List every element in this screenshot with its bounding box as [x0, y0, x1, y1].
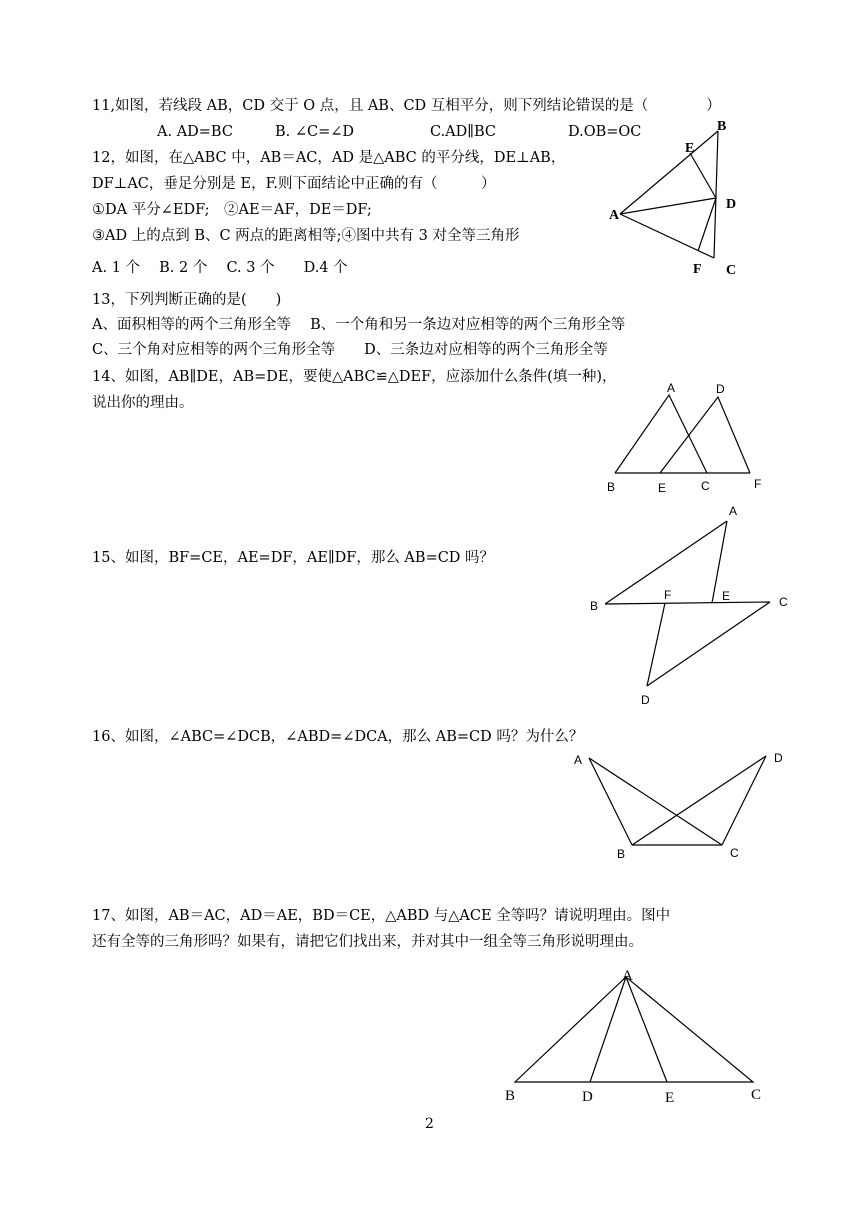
q14-line1: 14、如图，AB∥DE，AB=DE，要使△ABC≌△DEF，应添加什么条件(填一种)， — [92, 369, 617, 385]
q15-label-F: F — [664, 588, 672, 602]
q15-label-A: A — [729, 504, 738, 518]
q14-label-B: B — [607, 480, 616, 494]
q17-label-B: B — [505, 1088, 516, 1104]
q16-label-C: C — [730, 846, 739, 860]
q15-label-C: C — [779, 595, 788, 609]
q14-label-D: D — [716, 382, 725, 396]
q17-label-D: D — [582, 1089, 593, 1105]
q13-line1: A、面积相等的两个三角形全等 B、一个角和另一条边对应相等的两个三角形全等 — [92, 317, 626, 333]
q17-label-C: C — [751, 1087, 762, 1103]
q17-line2: 还有全等的三角形吗？如果有，请把它们找出来，并对其中一组全等三角形说明理由。 — [92, 934, 643, 950]
q15-label-B: B — [590, 599, 599, 613]
q11-option-c: C.AD∥BC — [430, 124, 497, 140]
q12-label-B: B — [717, 119, 727, 134]
q17-label-A: A — [622, 968, 633, 984]
q12-options: A. 1 个 B. 2 个 C. 3 个 D.4 个 — [92, 260, 348, 276]
q12-label-E: E — [685, 141, 695, 156]
q14-label-A: A — [667, 381, 676, 395]
q17-line1: 17、如图，AB＝AC，AD＝AE，BD＝CE，△ABD 与△ACE 全等吗？请说明理由。图中 — [92, 908, 671, 924]
q11-option-d: D.OB=OC — [568, 124, 642, 140]
q12-label-A: A — [609, 208, 620, 223]
q13-line2: C、三个角对应相等的两个三角形全等 D、三条边对应相等的两个三角形全等 — [92, 342, 608, 358]
q16-label-B: B — [617, 847, 626, 861]
q12-label-D: D — [726, 197, 737, 212]
q11-option-b: B. ∠C=∠D — [275, 124, 355, 140]
q12-label-C: C — [726, 263, 737, 278]
q12-line3: ①DA 平分∠EDF; ②AE＝AF，DE＝DF; — [92, 202, 372, 218]
q12-line4: ③AD 上的点到 B、C 两点的距离相等;④图中共有 3 对全等三角形 — [92, 228, 520, 244]
q12-line1: 12，如图，在△ABC 中，AB＝AC，AD 是△ABC 的平分线，DE⊥AB， — [92, 150, 566, 166]
q11-stem: 11,如图，若线段 AB，CD 交于 O 点，且 AB、CD 互相平分，则下列结论错误的是（ ） — [92, 98, 721, 114]
page-number: 2 — [425, 1116, 434, 1132]
q12-line2: DF⊥AC，垂足分别是 E，F.则下面结论中正确的有（ ） — [92, 176, 496, 192]
q15-stem: 15、如图，BF=CE，AE=DF，AE∥DF，那么 AB=CD 吗？ — [92, 550, 495, 566]
q14-line2: 说出你的理由。 — [92, 395, 194, 411]
q12-figure — [600, 110, 750, 285]
q16-label-D: D — [774, 751, 783, 765]
q16-figure — [570, 745, 795, 865]
q15-figure — [585, 500, 800, 715]
q11-option-a: A. AD=BC — [157, 124, 233, 140]
q15-label-D: D — [641, 693, 650, 707]
q17-label-E: E — [665, 1090, 675, 1106]
q14-label-F: F — [754, 477, 762, 491]
q16-stem: 16、如图，∠ABC=∠DCB，∠ABD=∠DCA，那么 AB=CD 吗？为什么？ — [92, 729, 584, 745]
q12-label-F: F — [693, 262, 702, 277]
q17-figure — [495, 960, 775, 1110]
q13-stem: 13，下列判断正确的是( ) — [92, 292, 282, 308]
q14-figure — [600, 375, 775, 500]
q15-label-E: E — [722, 589, 731, 603]
q14-label-C: C — [701, 479, 710, 493]
q14-label-E: E — [658, 481, 667, 495]
q16-label-A: A — [574, 753, 583, 767]
